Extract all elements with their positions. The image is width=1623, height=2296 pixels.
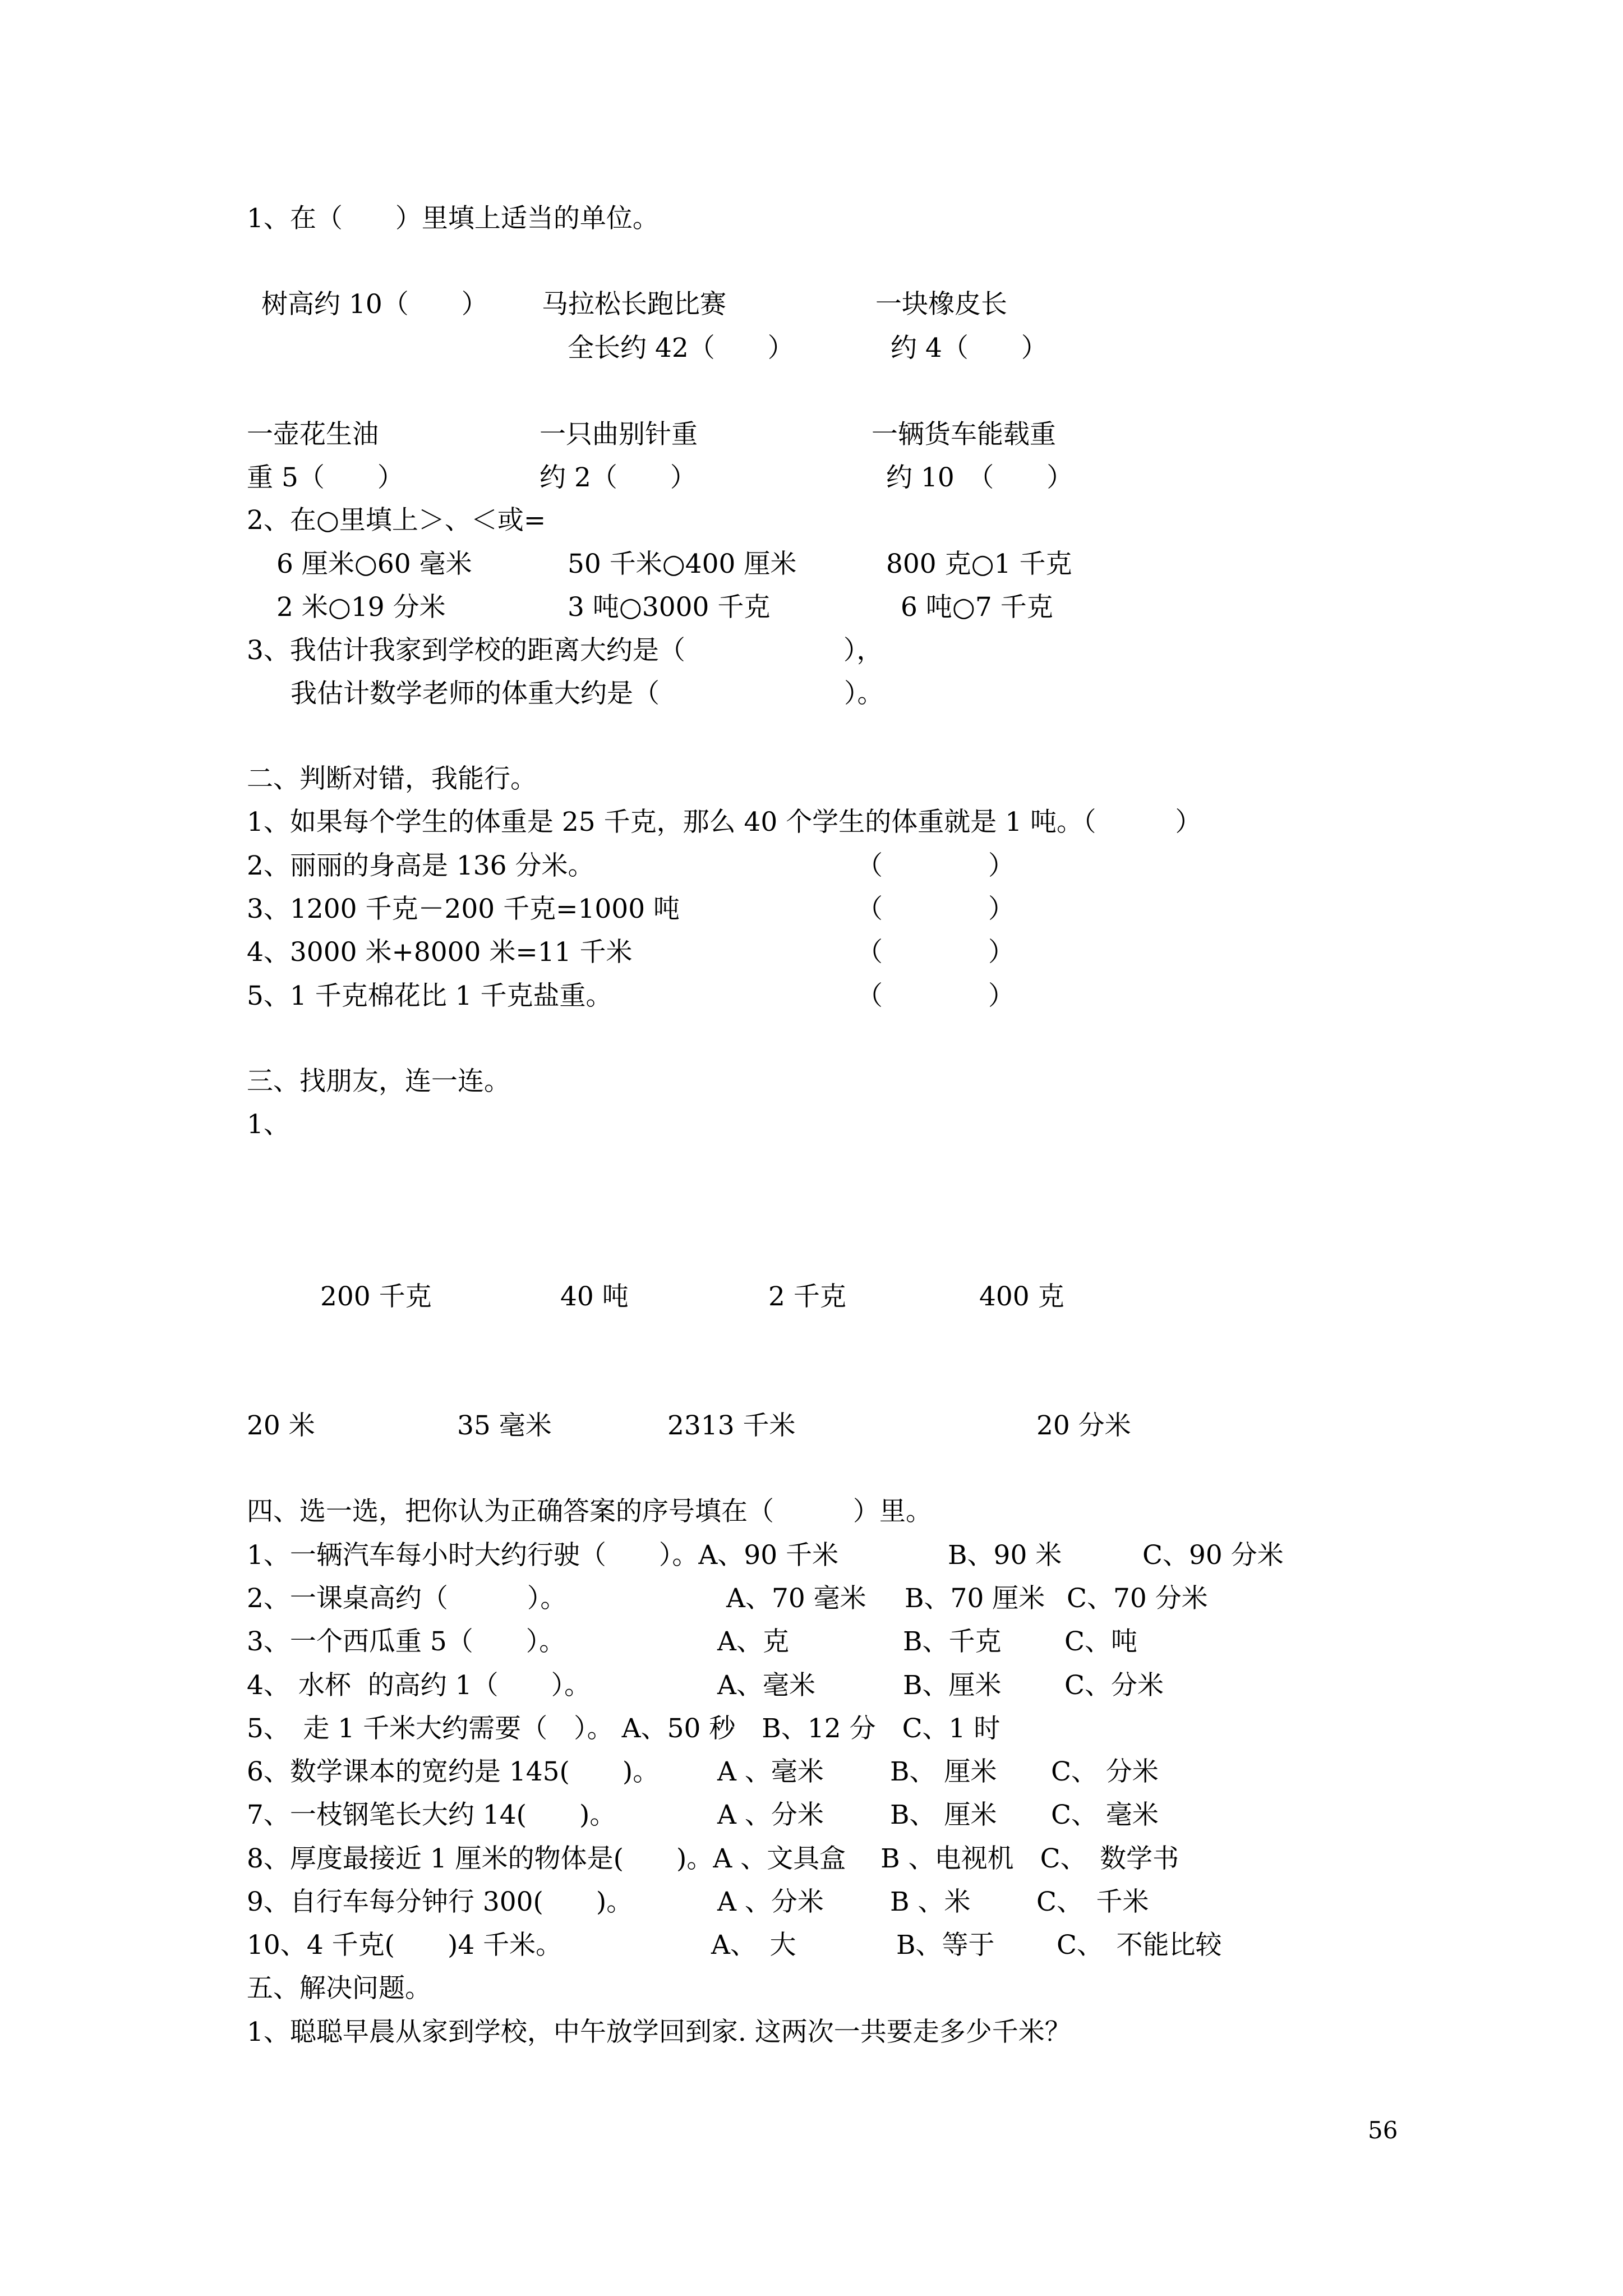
choice-6-option-b: B、 厘米 — [890, 1756, 997, 1787]
judge-item-2: 2、丽丽的身高是 136 分米。 — [247, 850, 594, 881]
choice-3-option-b: B、千克 — [903, 1626, 1002, 1657]
choice-4-option-a: A、毫米 — [717, 1670, 815, 1701]
page-number: 56 — [1368, 2116, 1398, 2144]
judge-item-4: 4、3000 米+8000 米=11 千米 — [247, 937, 633, 968]
q1-item-marathon-l2: 全长约 42（ ） — [568, 333, 794, 364]
choice-10-option-a: A、 大 — [711, 1930, 796, 1961]
q2-compare-1: 6 厘米○60 毫米 — [276, 549, 472, 579]
choice-4-question: 4、 水杯 的高约 1（ ）。 — [247, 1670, 591, 1701]
q2-compare-4: 2 米○19 分米 — [276, 592, 446, 623]
judge-item-4-paren: （ ） — [856, 937, 1015, 968]
choice-10-question: 10、4 千克( )4 千米。 — [247, 1930, 562, 1961]
choice-1-option-c: C、90 分米 — [1142, 1540, 1284, 1571]
judge-item-1: 1、如果每个学生的体重是 25 千克，那么 40 个学生的体重就是 1 吨。（ ） — [247, 807, 1202, 838]
problem-1: 1、聪聪早晨从家到学校，中午放学回到家. 这两次一共要走多少千米？ — [247, 2017, 1071, 2047]
q1-item-marathon-l1: 马拉松长跑比赛 — [542, 289, 726, 320]
choice-6-option-a: A 、毫米 — [717, 1756, 824, 1787]
choice-4-option-b: B、厘米 — [903, 1670, 1002, 1701]
q1-item-truck-l2: 约 10 （ ） — [886, 462, 1073, 493]
choice-10-option-c: C、 不能比较 — [1057, 1930, 1222, 1961]
q1-item-tree: 树高约 10（ ） — [261, 289, 488, 320]
match-bottom-4: 20 分米 — [1036, 1410, 1131, 1441]
match-bottom-1: 20 米 — [247, 1410, 315, 1441]
q3-line-1: 3、我估计我家到学校的距离大约是（ ）， — [247, 635, 883, 666]
judge-item-3: 3、1200 千克－200 千克=1000 吨 — [247, 894, 680, 924]
choice-9-question: 9、自行车每分钟行 300( )。 — [247, 1887, 633, 1917]
section-2-title: 二、判断对错，我能行。 — [247, 763, 537, 794]
judge-item-5-paren: （ ） — [856, 981, 1015, 1011]
q2-compare-3: 800 克○1 千克 — [886, 549, 1072, 579]
choice-8-question: 8、厚度最接近 1 厘米的物体是( )。A 、文具盒 B 、电视机 C、 数学书 — [247, 1843, 1179, 1874]
choice-6-option-c: C、 分米 — [1051, 1756, 1159, 1787]
choice-3-option-c: C、吨 — [1064, 1626, 1137, 1657]
match-bottom-3: 2313 千米 — [667, 1410, 796, 1441]
choice-2-option-c: C、70 分米 — [1067, 1583, 1208, 1614]
match-top-4: 400 克 — [979, 1281, 1064, 1312]
q1-item-clip-l1: 一只曲别针重 — [540, 419, 698, 450]
choice-3-option-a: A、克 — [717, 1626, 789, 1657]
choice-7-option-b: B、 厘米 — [890, 1800, 997, 1830]
choice-1-question: 1、一辆汽车每小时大约行驶（ ）。A、90 千米 — [247, 1540, 839, 1571]
choice-4-option-c: C、分米 — [1064, 1670, 1164, 1701]
match-top-2: 40 吨 — [560, 1281, 629, 1312]
choice-7-option-a: A 、分米 — [717, 1800, 824, 1830]
judge-item-2-paren: （ ） — [856, 850, 1015, 881]
match-top-1: 200 千克 — [320, 1281, 432, 1312]
judge-item-5: 5、1 千克棉花比 1 千克盐重。 — [247, 981, 612, 1011]
section-4-title: 四、选一选，把你认为正确答案的序号填在（ ）里。 — [247, 1496, 932, 1527]
q2-compare-6: 6 吨○7 千克 — [901, 592, 1053, 623]
q2-compare-5: 3 吨○3000 千克 — [568, 592, 771, 623]
section-5-title: 五、解决问题。 — [247, 1973, 431, 2004]
choice-10-option-b: B、等于 — [896, 1930, 995, 1961]
q1-item-oil-l2: 重 5（ ） — [247, 462, 404, 493]
judge-item-3-paren: （ ） — [856, 894, 1015, 924]
choice-9-option-c: C、 千米 — [1036, 1887, 1149, 1917]
q1-item-eraser-l1: 一块橡皮长 — [875, 289, 1007, 320]
match-top-3: 2 千克 — [768, 1281, 846, 1312]
choice-5-question: 5、 走 1 千米大约需要（ ）。 A、50 秒 B、12 分 C、1 时 — [247, 1713, 1000, 1744]
q1-item-eraser-l2: 约 4（ ） — [891, 333, 1048, 364]
q3-line-2: 我估计数学老师的体重大约是（ ）。 — [291, 678, 884, 709]
choice-3-question: 3、一个西瓜重 5（ ）。 — [247, 1626, 566, 1657]
choice-7-option-c: C、 毫米 — [1051, 1800, 1159, 1830]
q1-title: 1、在（ ）里填上适当的单位。 — [247, 203, 659, 234]
choice-9-option-a: A 、分米 — [717, 1887, 824, 1917]
q2-title: 2、在○里填上＞、＜或= — [247, 505, 546, 536]
section-3-sub: 1、 — [247, 1109, 290, 1140]
q1-item-truck-l1: 一辆货车能载重 — [872, 419, 1056, 450]
choice-6-question: 6、数学课本的宽约是 145( )。 — [247, 1756, 660, 1787]
q1-item-oil-l1: 一壶花生油 — [247, 419, 379, 450]
q2-compare-2: 50 千米○400 厘米 — [568, 549, 797, 579]
choice-2-question: 2、一课桌高约（ ）。 — [247, 1583, 567, 1614]
choice-9-option-b: B 、米 — [890, 1887, 971, 1917]
choice-2-option-b: B、70 厘米 — [905, 1583, 1045, 1614]
section-3-title: 三、找朋友，连一连。 — [247, 1066, 510, 1097]
choice-1-option-b: B、90 米 — [948, 1540, 1062, 1571]
match-bottom-2: 35 毫米 — [457, 1410, 552, 1441]
q1-item-clip-l2: 约 2（ ） — [540, 462, 697, 493]
choice-7-question: 7、一枝钢笔长大约 14( )。 — [247, 1800, 616, 1830]
choice-2-option-a: A、70 毫米 — [726, 1583, 866, 1614]
